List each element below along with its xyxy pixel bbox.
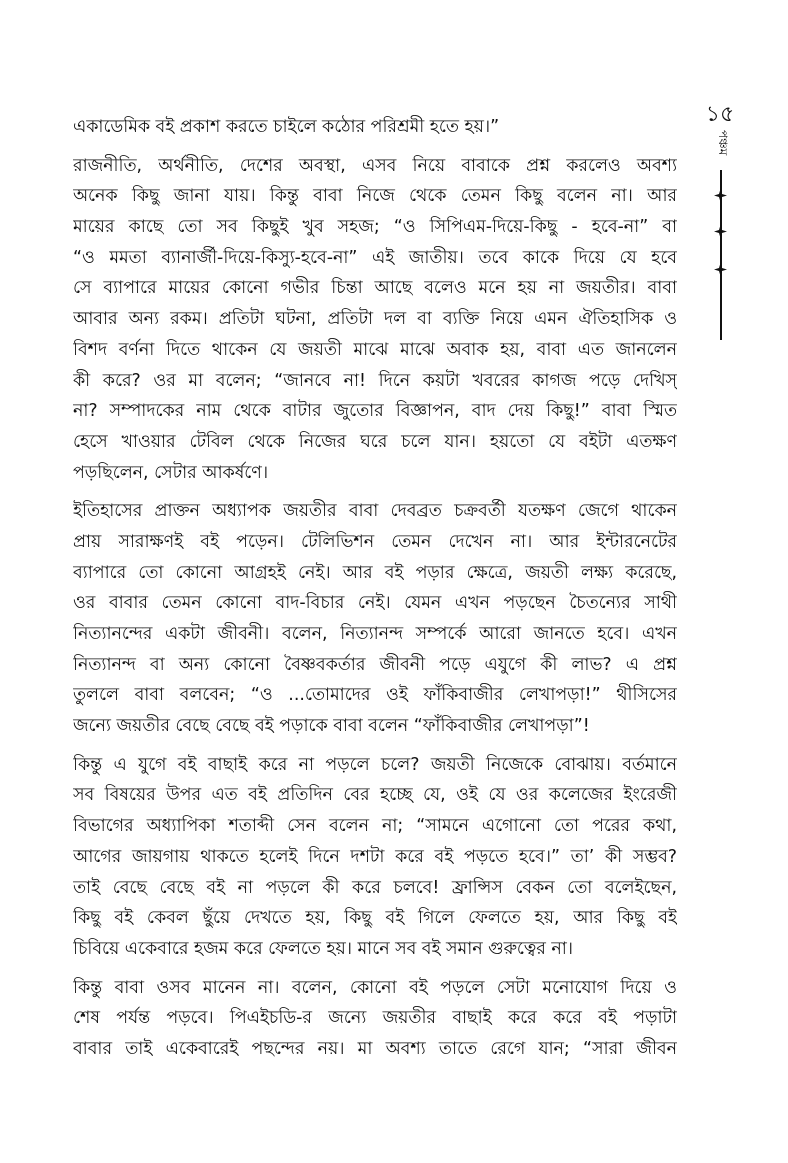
page-margin-ornament	[700, 100, 740, 300]
paragraph	[73, 750, 677, 965]
text-line: সে ব্যাপারে মায়ের কোনো গভীর চিন্তা আছে বলেও মনে হয় না জয়তীর। বাবা	[73, 278, 677, 299]
text-line: মায়ের কাছে তো সব কিছুই খুব সহজ; “ও সিপিএম-দিয়ে-কিছু - হবে-না” বা	[73, 217, 677, 238]
paragraph	[73, 112, 677, 143]
text-line: বিশদ বর্ণনা দিতে থাকেন যে জয়তী মাঝে মাঝে অবাক হয়, বাবা এত জানলেন	[73, 339, 677, 360]
paragraph	[73, 973, 677, 1065]
text-line: কিন্তু এ যুগে বই বাছাই করে না পড়লে চলে? জয়তী নিজেকে বোঝায়। বর্তমানে	[73, 754, 677, 775]
text-line: শেষ পর্যন্ত পড়বে। পিএইচডি-র জন্যে জয়তীর বাছাই করে করে বই পড়াটা	[73, 1008, 677, 1029]
text-line: কিছু বই কেবল ছুঁয়ে দেখতে হয়, কিছু বই গিলে ফেলতে হয়, আর কিছু বই	[73, 908, 677, 929]
asterisk-star-icon	[713, 262, 728, 277]
text-line: অনেক কিছু জানা যায়। কিন্তু বাবা নিজে থেকে তেমন কিছু বলেন না। আর	[73, 186, 677, 207]
text-line: আবার অন্য রকম। প্রতিটা ঘটনা, প্রতিটা দল বা ব্যক্তি নিয়ে এমন ঐতিহাসিক ও	[73, 309, 677, 330]
text-line: হেসে খাওয়ার টেবিল থেকে নিজের ঘরে চলে যান। হয়তো যে বইটা এতক্ষণ	[73, 431, 677, 452]
paragraph	[73, 496, 677, 742]
text-line: তুললে বাবা বলবেন; “ও ...তোমাদের ওই ফাঁকিবাজীর লেখাপড়া!” থীসিসের	[73, 685, 677, 706]
text-line: একাডেমিক বই প্রকাশ করতে চাইলে কঠোর পরিশ্রমী হতে হয়।”	[73, 117, 500, 137]
text-line: কী করে? ওর মা বলেন; “জানবে না! দিনে কয়টা খবরের কাগজ পড়ে দেখিস্	[73, 370, 677, 391]
text-line: জন্যে জয়তীর বেছে বেছে বই পড়াকে বাবা বলেন “ফাঁকিবাজীর লেখাপড়া”!	[73, 716, 590, 737]
text-line: ওর বাবার তেমন কোনো বাদ-বিচার নেই। যেমন এখন পড়ছেন চৈতন্যের সাথী	[73, 593, 677, 614]
asterisk-star-icon	[713, 224, 728, 239]
text-line: তাই বেছে বেছে বই না পড়লে কী করে চলবে! ফ্রান্সিস বেকন তো বলেইছেন,	[73, 877, 677, 898]
text-line: নিত্যানন্দ বা অন্য কোনো বৈষ্ণবকর্তার জীবনী পড়ে এযুগে কী লাভ? এ প্রশ্ন	[73, 654, 677, 675]
text-line: ব্যাপারে তো কোনো আগ্রহই নেই। আর বই পড়ার ক্ষেত্রে, জয়তী লক্ষ্য করেছে,	[73, 562, 677, 583]
text-line: “ও মমতা ব্যানার্জী-দিয়ে-কিস্যু-হবে-না” এই জাতীয়। তবে কাকে দিয়ে যে হবে	[73, 247, 677, 268]
running-title: পঞ্চম	[716, 130, 730, 156]
text-line: কিন্তু বাবা ওসব মানেন না। বলেন, কোনো বই পড়লে সেটা মনোযোগ দিয়ে ও	[73, 977, 677, 998]
text-line: রাজনীতি, অর্থনীতি, দেশের অবস্থা, এসব নিয়ে বাবাকে প্রশ্ন করলেও অবশ্য	[73, 155, 677, 176]
text-line: নিত্যানন্দের একটা জীবনী। বলেন, নিত্যানন্দ সম্পর্কে আরো জানতে হবে। এখন	[73, 624, 677, 644]
text-line: বাবার তাই একেবারেই পছন্দের নয়। মা অবশ্য তাতে রেগে যান; “সারা জীবন	[73, 1038, 677, 1059]
text-line: চিবিয়ে একেবারে হজম করে ফেলতে হয়। মানে সব বই সমান গুরুত্বের না।	[73, 938, 574, 959]
text-line: বিভাগের অধ্যাপিকা শতাব্দী সেন বলেন না; “সামনে এগোনো তো পরের কথা,	[73, 816, 677, 837]
asterisk-star-icon	[713, 188, 728, 203]
page-number: ১৫	[705, 102, 735, 127]
text-line: ইতিহাসের প্রাক্তন অধ্যাপক জয়তীর বাবা দেবব্রত চক্রবর্তী যতক্ষণ জেগে থাকেন	[73, 501, 677, 522]
text-line: সব বিষয়ের উপর এত বই প্রতিদিন বের হচ্ছে যে, ওই যে ওর কলেজের ইংরেজী	[73, 785, 677, 806]
text-line: প্রায় সারাক্ষণই বই পড়েন। টেলিভিশন তেমন দেখেন না। আর ইন্টারনেটের	[73, 531, 677, 552]
text-line: পড়ছিলেন, সেটার আকর্ষণে।	[73, 462, 269, 483]
text-line: না? সম্পাদকের নাম থেকে বাটার জুতোর বিজ্ঞাপন, বাদ দেয় কিছু!” বাবা স্মিত	[73, 401, 677, 422]
body-text	[73, 112, 677, 1073]
paragraph	[73, 151, 677, 489]
text-line: আগের জায়গায় থাকতে হলেই দিনে দশটা করে বই পড়তে হবে।” তা’ কী সম্ভব?	[73, 846, 677, 867]
